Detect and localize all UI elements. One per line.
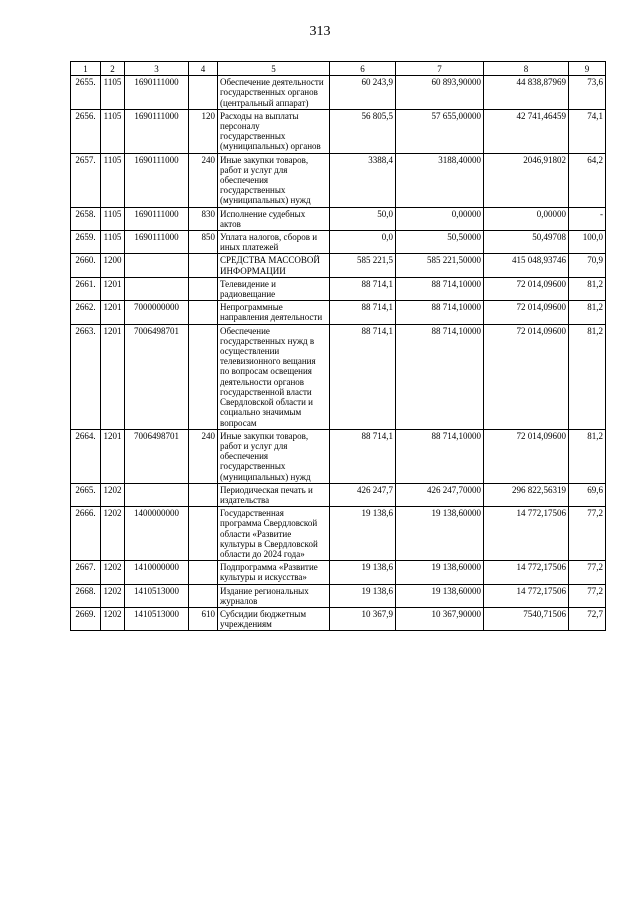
table-row xyxy=(71,584,606,607)
row-number: 2667. xyxy=(71,561,101,584)
target-article-code: 7000000000 xyxy=(125,301,189,324)
item-name: Подпрограмма «Развитие культуры и искусства» xyxy=(218,561,330,584)
expense-type-code: 850 xyxy=(189,231,218,254)
table-row xyxy=(71,109,606,153)
row-number: 2666. xyxy=(71,507,101,561)
section-code: 1202 xyxy=(101,507,125,561)
executed-amount: 296 822,56319 xyxy=(484,483,569,506)
approved-amount: 0,0 xyxy=(330,231,396,254)
table-row xyxy=(71,76,606,110)
target-article-code: 1410000000 xyxy=(125,561,189,584)
execution-percent: 100,0 xyxy=(569,231,606,254)
item-name: Обеспечение деятельности государственных органов (центральный аппарат) xyxy=(218,76,330,110)
target-article-code: 7006498701 xyxy=(125,429,189,483)
approved-amount: 585 221,5 xyxy=(330,254,396,277)
target-article-code: 7006498701 xyxy=(125,324,189,429)
table-row xyxy=(71,231,606,254)
expense-type-code xyxy=(189,561,218,584)
table-row xyxy=(71,277,606,300)
target-article-code: 1410513000 xyxy=(125,607,189,630)
executed-amount: 14 772,17506 xyxy=(484,507,569,561)
item-name: Издание региональных журналов xyxy=(218,584,330,607)
section-code: 1202 xyxy=(101,483,125,506)
revised-amount: 10 367,90000 xyxy=(396,607,484,630)
revised-amount: 3188,40000 xyxy=(396,153,484,207)
item-name: Уплата налогов, сборов и иных платежей xyxy=(218,231,330,254)
approved-amount: 88 714,1 xyxy=(330,324,396,429)
section-code: 1201 xyxy=(101,277,125,300)
expense-type-code xyxy=(189,301,218,324)
section-code: 1105 xyxy=(101,76,125,110)
column-header: 2 xyxy=(101,62,125,76)
execution-percent: 73,6 xyxy=(569,76,606,110)
row-number: 2669. xyxy=(71,607,101,630)
target-article-code xyxy=(125,277,189,300)
budget-table xyxy=(70,61,606,631)
revised-amount: 19 138,60000 xyxy=(396,507,484,561)
expense-type-code: 610 xyxy=(189,607,218,630)
approved-amount: 88 714,1 xyxy=(330,301,396,324)
item-name: Субсидии бюджетным учреждениям xyxy=(218,607,330,630)
target-article-code: 1400000000 xyxy=(125,507,189,561)
executed-amount: 72 014,09600 xyxy=(484,429,569,483)
executed-amount: 72 014,09600 xyxy=(484,324,569,429)
executed-amount: 14 772,17506 xyxy=(484,584,569,607)
approved-amount: 56 805,5 xyxy=(330,109,396,153)
execution-percent: 77,2 xyxy=(569,507,606,561)
approved-amount: 88 714,1 xyxy=(330,429,396,483)
target-article-code xyxy=(125,483,189,506)
executed-amount: 44 838,87969 xyxy=(484,76,569,110)
revised-amount: 60 893,90000 xyxy=(396,76,484,110)
column-header: 4 xyxy=(189,62,218,76)
execution-percent: 81,2 xyxy=(569,277,606,300)
row-number: 2663. xyxy=(71,324,101,429)
executed-amount: 0,00000 xyxy=(484,207,569,230)
revised-amount: 57 655,00000 xyxy=(396,109,484,153)
column-header: 8 xyxy=(484,62,569,76)
row-number: 2655. xyxy=(71,76,101,110)
item-name: Телевидение и радиовещание xyxy=(218,277,330,300)
executed-amount: 72 014,09600 xyxy=(484,301,569,324)
row-number: 2662. xyxy=(71,301,101,324)
section-code: 1202 xyxy=(101,607,125,630)
target-article-code: 1410513000 xyxy=(125,584,189,607)
revised-amount: 88 714,10000 xyxy=(396,324,484,429)
table-row xyxy=(71,483,606,506)
row-number: 2668. xyxy=(71,584,101,607)
section-code: 1200 xyxy=(101,254,125,277)
item-name: Исполнение судебных актов xyxy=(218,207,330,230)
section-code: 1201 xyxy=(101,301,125,324)
row-number: 2660. xyxy=(71,254,101,277)
executed-amount: 415 048,93746 xyxy=(484,254,569,277)
table-row xyxy=(71,153,606,207)
column-header: 6 xyxy=(330,62,396,76)
revised-amount: 88 714,10000 xyxy=(396,301,484,324)
execution-percent: 72,7 xyxy=(569,607,606,630)
section-code: 1105 xyxy=(101,231,125,254)
expense-type-code: 830 xyxy=(189,207,218,230)
executed-amount: 2046,91802 xyxy=(484,153,569,207)
column-header: 3 xyxy=(125,62,189,76)
row-number: 2664. xyxy=(71,429,101,483)
revised-amount: 19 138,60000 xyxy=(396,561,484,584)
execution-percent: 81,2 xyxy=(569,301,606,324)
table-row xyxy=(71,301,606,324)
expense-type-code: 120 xyxy=(189,109,218,153)
column-header: 5 xyxy=(218,62,330,76)
revised-amount: 0,00000 xyxy=(396,207,484,230)
revised-amount: 426 247,70000 xyxy=(396,483,484,506)
table-row xyxy=(71,207,606,230)
execution-percent: 77,2 xyxy=(569,584,606,607)
section-code: 1202 xyxy=(101,561,125,584)
row-number: 2661. xyxy=(71,277,101,300)
execution-percent: 69,6 xyxy=(569,483,606,506)
item-name: Периодическая печать и издательства xyxy=(218,483,330,506)
expense-type-code xyxy=(189,507,218,561)
approved-amount: 3388,4 xyxy=(330,153,396,207)
executed-amount: 50,49708 xyxy=(484,231,569,254)
executed-amount: 7540,71506 xyxy=(484,607,569,630)
execution-percent: - xyxy=(569,207,606,230)
item-name: Непрограммные направления деятельности xyxy=(218,301,330,324)
section-code: 1105 xyxy=(101,109,125,153)
table-row xyxy=(71,429,606,483)
approved-amount: 19 138,6 xyxy=(330,584,396,607)
target-article-code: 1690111000 xyxy=(125,207,189,230)
target-article-code: 1690111000 xyxy=(125,153,189,207)
revised-amount: 19 138,60000 xyxy=(396,584,484,607)
row-number: 2657. xyxy=(71,153,101,207)
revised-amount: 88 714,10000 xyxy=(396,277,484,300)
execution-percent: 81,2 xyxy=(569,429,606,483)
revised-amount: 88 714,10000 xyxy=(396,429,484,483)
expense-type-code: 240 xyxy=(189,429,218,483)
table-row xyxy=(71,607,606,630)
target-article-code xyxy=(125,254,189,277)
table-row xyxy=(71,507,606,561)
item-name: Государственная программа Свердловской области «Развитие культуры в Свердловской области до 2024 года» xyxy=(218,507,330,561)
execution-percent: 64,2 xyxy=(569,153,606,207)
executed-amount: 72 014,09600 xyxy=(484,277,569,300)
execution-percent: 77,2 xyxy=(569,561,606,584)
expense-type-code xyxy=(189,76,218,110)
execution-percent: 81,2 xyxy=(569,324,606,429)
column-header: 9 xyxy=(569,62,606,76)
approved-amount: 88 714,1 xyxy=(330,277,396,300)
row-number: 2659. xyxy=(71,231,101,254)
item-name: СРЕДСТВА МАССОВОЙ ИНФОРМАЦИИ xyxy=(218,254,330,277)
revised-amount: 585 221,50000 xyxy=(396,254,484,277)
row-number: 2658. xyxy=(71,207,101,230)
expense-type-code xyxy=(189,483,218,506)
approved-amount: 60 243,9 xyxy=(330,76,396,110)
page-number: 313 xyxy=(309,24,331,39)
target-article-code: 1690111000 xyxy=(125,231,189,254)
column-header: 1 xyxy=(71,62,101,76)
row-number: 2665. xyxy=(71,483,101,506)
executed-amount: 14 772,17506 xyxy=(484,561,569,584)
approved-amount: 426 247,7 xyxy=(330,483,396,506)
executed-amount: 42 741,46459 xyxy=(484,109,569,153)
item-name: Иные закупки товаров, работ и услуг для обеспечения государственных (муниципальных) нужд xyxy=(218,429,330,483)
table-row xyxy=(71,561,606,584)
row-number: 2656. xyxy=(71,109,101,153)
approved-amount: 19 138,6 xyxy=(330,561,396,584)
table-row xyxy=(71,324,606,429)
column-header: 7 xyxy=(396,62,484,76)
expense-type-code xyxy=(189,277,218,300)
section-code: 1105 xyxy=(101,153,125,207)
execution-percent: 74,1 xyxy=(569,109,606,153)
section-code: 1202 xyxy=(101,584,125,607)
expense-type-code xyxy=(189,584,218,607)
approved-amount: 10 367,9 xyxy=(330,607,396,630)
item-name: Расходы на выплаты персоналу государственных (муниципальных) органов xyxy=(218,109,330,153)
target-article-code: 1690111000 xyxy=(125,76,189,110)
execution-percent: 70,9 xyxy=(569,254,606,277)
header-row xyxy=(71,62,606,76)
revised-amount: 50,50000 xyxy=(396,231,484,254)
item-name: Иные закупки товаров, работ и услуг для обеспечения государственных (муниципальных) нужд xyxy=(218,153,330,207)
section-code: 1201 xyxy=(101,429,125,483)
expense-type-code xyxy=(189,254,218,277)
approved-amount: 50,0 xyxy=(330,207,396,230)
section-code: 1201 xyxy=(101,324,125,429)
expense-type-code xyxy=(189,324,218,429)
table-row xyxy=(71,254,606,277)
section-code: 1105 xyxy=(101,207,125,230)
target-article-code: 1690111000 xyxy=(125,109,189,153)
approved-amount: 19 138,6 xyxy=(330,507,396,561)
item-name: Обеспечение государственных нужд в осуществлении телевизионного вещания по вопросам освещения деятельности органов государственной власти Свердловской области и социально значимым вопросам xyxy=(218,324,330,429)
expense-type-code: 240 xyxy=(189,153,218,207)
